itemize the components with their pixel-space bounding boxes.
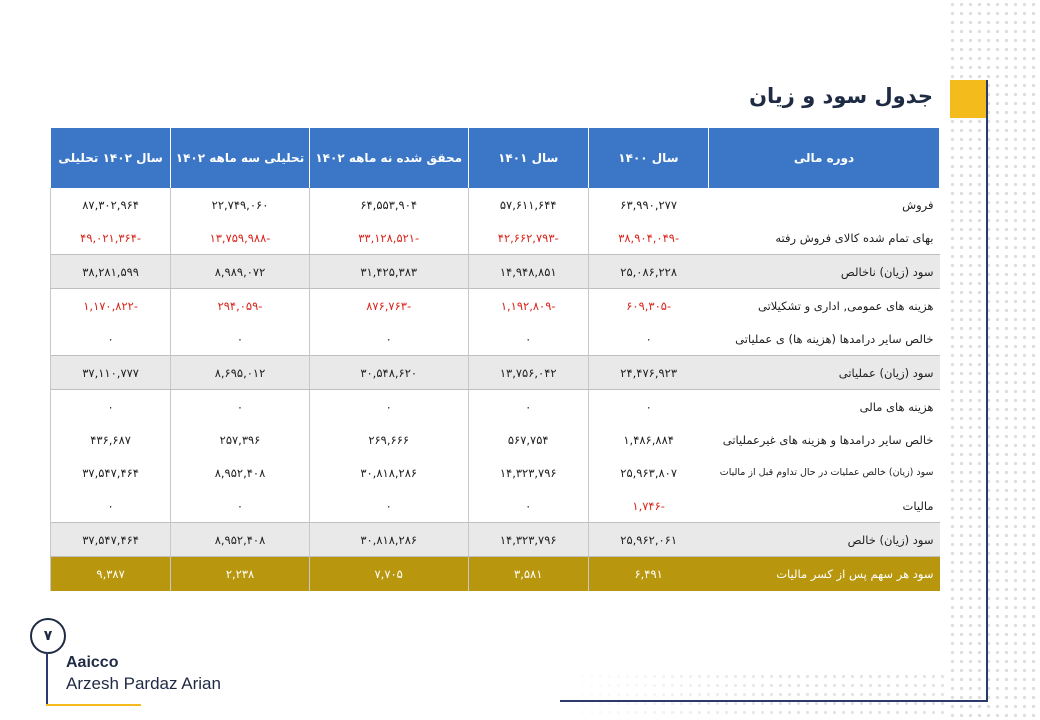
table-row-subtotal bbox=[51, 523, 940, 557]
cell-value: ۱,۴۸۶,۸۸۴ bbox=[588, 423, 708, 456]
cell-value-negative: -۶۰۹,۳۰۵ bbox=[588, 289, 708, 323]
cell-value: ۱۴,۳۲۳,۷۹۶ bbox=[468, 523, 588, 557]
cell-value: ۰ bbox=[51, 322, 171, 356]
table-row bbox=[51, 423, 940, 456]
cell-value: ۰ bbox=[468, 489, 588, 523]
row-label: خالص سایر درامدها و هزینه های غیرعملیاتی bbox=[722, 432, 934, 447]
cell-value: ۰ bbox=[468, 390, 588, 424]
cell-value: ۳۰,۸۱۸,۲۸۶ bbox=[309, 523, 468, 557]
cell-value: ۲۶۹,۶۶۶ bbox=[309, 423, 468, 456]
header-year-1400: سال ۱۴۰۰ bbox=[588, 128, 708, 188]
brand-name: Aaicco bbox=[66, 654, 119, 671]
cell-value: ۳۰,۵۴۸,۶۲۰ bbox=[309, 356, 468, 390]
cell-value: ۲۵,۰۸۶,۲۲۸ bbox=[588, 255, 708, 289]
cell-value: ۲۴,۴۷۶,۹۲۳ bbox=[588, 356, 708, 390]
header-fiscal-period: دوره مالی bbox=[709, 128, 940, 188]
cell-value: ۸,۹۸۹,۰۷۲ bbox=[171, 255, 310, 289]
row-label: مالیات bbox=[902, 498, 934, 513]
cell-value: ۶۴,۵۵۳,۹۰۴ bbox=[309, 188, 468, 221]
row-label: هزینه های عمومی, اداری و تشکیلاتی bbox=[758, 298, 934, 313]
cell-value: ۰ bbox=[309, 489, 468, 523]
cell-value: ۰ bbox=[171, 489, 310, 523]
cell-value: ۰ bbox=[588, 390, 708, 424]
cell-value: ۷,۷۰۵ bbox=[309, 557, 468, 592]
header-year-1402-forecast: سال ۱۴۰۲ تحلیلی bbox=[51, 128, 171, 188]
cell-value: ۳۷,۱۱۰,۷۷۷ bbox=[51, 356, 171, 390]
cell-value: ۸۷,۳۰۲,۹۶۴ bbox=[51, 188, 171, 221]
table-row bbox=[51, 188, 940, 221]
brand-subtitle: Arzesh Pardaz Arian bbox=[66, 674, 221, 693]
cell-value-negative: -۴۲,۶۶۲,۷۹۳ bbox=[468, 221, 588, 255]
cell-value: ۳۰,۸۱۸,۲۸۶ bbox=[309, 456, 468, 489]
cell-value: ۰ bbox=[51, 489, 171, 523]
table-row bbox=[51, 221, 940, 255]
row-label: سود (زیان) خالص عملیات در حال تداوم قبل از مالیات bbox=[719, 467, 934, 478]
cell-value: ۰ bbox=[309, 390, 468, 424]
table-row bbox=[51, 390, 940, 424]
cell-value-negative: -۴۹,۰۲۱,۳۶۴ bbox=[51, 221, 171, 255]
cell-value: ۵۷,۶۱۱,۶۴۴ bbox=[468, 188, 588, 221]
cell-value: ۲۲,۷۴۹,۰۶۰ bbox=[171, 188, 310, 221]
table-row-subtotal bbox=[51, 356, 940, 390]
cell-value: ۲۵۷,۳۹۶ bbox=[171, 423, 310, 456]
cell-value: ۸,۹۵۲,۴۰۸ bbox=[171, 523, 310, 557]
cell-value: ۵۶۷,۷۵۴ bbox=[468, 423, 588, 456]
cell-value-negative: -۳۸,۹۰۴,۰۴۹ bbox=[588, 221, 708, 255]
row-label: فروش bbox=[902, 197, 934, 212]
cell-value: ۱۴,۳۲۳,۷۹۶ bbox=[468, 456, 588, 489]
cell-value: ۸,۶۹۵,۰۱۲ bbox=[171, 356, 310, 390]
cell-value-negative: -۱,۱۷۰,۸۲۲ bbox=[51, 289, 171, 323]
row-label: سود (زیان) خالص bbox=[709, 523, 940, 557]
cell-value: ۲۵,۹۶۲,۰۶۱ bbox=[588, 523, 708, 557]
row-label: خالص سایر درامدها (هزینه ها) ی عملیاتی bbox=[735, 331, 934, 346]
cell-value-negative: -۲۹۴,۰۵۹ bbox=[171, 289, 310, 323]
cell-value-negative: -۱,۷۴۶ bbox=[588, 489, 708, 523]
cell-value: ۹,۳۸۷ bbox=[51, 557, 171, 592]
header-year-1401: سال ۱۴۰۱ bbox=[468, 128, 588, 188]
table-row bbox=[51, 456, 940, 489]
cell-value-negative: -۳۳,۱۲۸,۵۲۱ bbox=[309, 221, 468, 255]
table-row bbox=[51, 322, 940, 356]
frame-line bbox=[560, 700, 988, 702]
frame-line bbox=[986, 80, 988, 702]
cell-value: ۱۳,۷۵۶,۰۴۲ bbox=[468, 356, 588, 390]
income-statement-table bbox=[50, 128, 940, 591]
header-three-month-1402: تحلیلی سه ماهه ۱۴۰۲ bbox=[171, 128, 310, 188]
cell-value: ۳۸,۲۸۱,۵۹۹ bbox=[51, 255, 171, 289]
row-label: سود (زیان) ناخالص bbox=[709, 255, 940, 289]
cell-value: ۳۷,۵۴۷,۴۶۴ bbox=[51, 523, 171, 557]
cell-value: ۶۳,۹۹۰,۲۷۷ bbox=[588, 188, 708, 221]
cell-value: ۰ bbox=[51, 390, 171, 424]
page-title: جدول سود و زیان bbox=[749, 84, 933, 108]
cell-value: ۱۴,۹۴۸,۸۵۱ bbox=[468, 255, 588, 289]
table-row-subtotal bbox=[51, 255, 940, 289]
cell-value: ۳۷,۵۴۷,۴۶۴ bbox=[51, 456, 171, 489]
row-label: هزینه های مالی bbox=[859, 399, 934, 414]
row-label: سود هر سهم پس از کسر مالیات bbox=[709, 557, 940, 592]
cell-value: ۰ bbox=[171, 390, 310, 424]
row-label: سود (زیان) عملیاتی bbox=[709, 356, 940, 390]
cell-value: ۲,۲۳۸ bbox=[171, 557, 310, 592]
table-row bbox=[51, 289, 940, 323]
cell-value: ۸,۹۵۲,۴۰۸ bbox=[171, 456, 310, 489]
cell-value: ۰ bbox=[468, 322, 588, 356]
cell-value: ۳,۵۸۱ bbox=[468, 557, 588, 592]
decorative-dot-pattern-bottom bbox=[560, 672, 950, 720]
table-row-eps bbox=[51, 557, 940, 592]
cell-value: ۳۱,۴۲۵,۳۸۳ bbox=[309, 255, 468, 289]
cell-value-negative: -۱۳,۷۵۹,۹۸۸ bbox=[171, 221, 310, 255]
table-header-row bbox=[51, 128, 940, 188]
table-row bbox=[51, 489, 940, 523]
brand-underline bbox=[46, 704, 141, 706]
cell-value-negative: -۱,۱۹۲,۸۰۹ bbox=[468, 289, 588, 323]
header-nine-month-1402: محقق شده نه ماهه ۱۴۰۲ bbox=[309, 128, 468, 188]
row-label: بهای تمام شده کالای فروش رفته bbox=[775, 230, 934, 245]
brand-line bbox=[46, 652, 48, 706]
cell-value: ۴۳۶,۶۸۷ bbox=[51, 423, 171, 456]
cell-value: ۲۵,۹۶۳,۸۰۷ bbox=[588, 456, 708, 489]
cell-value: ۰ bbox=[588, 322, 708, 356]
cell-value: ۰ bbox=[309, 322, 468, 356]
page-number: ۷ bbox=[30, 618, 66, 654]
accent-block bbox=[950, 80, 986, 118]
cell-value: ۶,۴۹۱ bbox=[588, 557, 708, 592]
cell-value-negative: -۸۷۶,۷۶۳ bbox=[309, 289, 468, 323]
cell-value: ۰ bbox=[171, 322, 310, 356]
